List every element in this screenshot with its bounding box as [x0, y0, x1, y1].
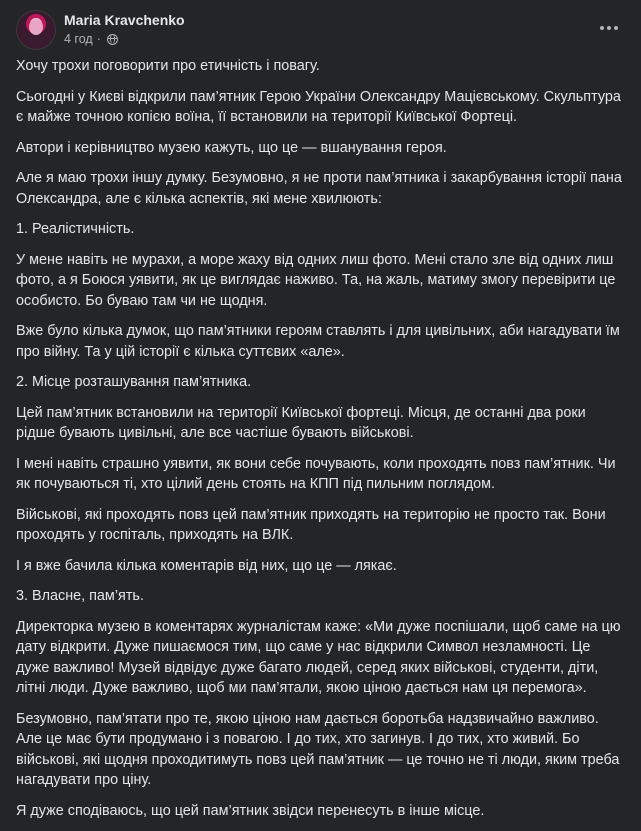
post-text [16, 56, 627, 831]
paragraph: Автори і керівництво музею кажуть, що це — вшанування героя. [16, 139, 447, 156]
paragraph: І мені навіть страшно уявити, як вони себе почувають, коли проходять повз пам’ятник. Чи як почуваються ті, хто цілий день стоять на КПП під пильним поглядом. [16, 455, 616, 492]
paragraph: Цей пам’ятник встановили на території Київської фортеці. Місця, де останні два роки рідше бувають цивільні, але все частіше бувають військові. [16, 404, 586, 441]
paragraph-heading: 3. Власне, пам’ять. [16, 588, 144, 604]
paragraph: Хочу трохи поговорити про етичність і повагу. [16, 58, 320, 74]
paragraph: Я дуже сподіваюсь, що цей пам’ятник звідси перенесуть в інше місце. [16, 802, 485, 819]
paragraph: І я вже бачила кілька коментарів від них, що це — лякає. [16, 557, 397, 574]
globe-icon[interactable] [107, 34, 118, 45]
paragraph-heading: 1. Реалістичність. [16, 221, 135, 237]
more-dot [607, 26, 611, 30]
avatar[interactable] [16, 10, 56, 50]
avatar-face [29, 19, 43, 35]
post-meta [64, 32, 118, 46]
paragraph: У мене навіть не мурахи, а море жаху від одних лиш фото. Мені стало зле від одних лиш фото, а я Боюся уявити, як це виглядає наживо. Та, на жаль, матиму змогу перевірити це особисто. Бо буваю там чи не щодня. [16, 251, 616, 309]
paragraph: Військові, які проходять повз цей пам’ятник приходять на територію не просто так. Вони проходять у госпіталь, приходять на ВЛК. [16, 506, 606, 543]
more-options-icon[interactable] [597, 16, 621, 40]
paragraph-heading: 2. Місце розташування пам’ятника. [16, 374, 252, 390]
post-header [0, 0, 641, 56]
more-dot [600, 26, 604, 30]
more-dot [614, 26, 618, 30]
meta-separator: · [96, 32, 101, 46]
paragraph: Але я маю трохи іншу думку. Безумовно, я не проти пам’ятника і закарбування історії пана Олександра, але є кілька аспектів, які мене хвилюють: [16, 170, 622, 207]
author-name[interactable]: Maria Kravchenko [64, 12, 185, 28]
paragraph: Вже було кілька думок, що пам’ятники героям ставлять і для цивільних, аби нагадувати їм про війну. Та у цій історії є кілька суттєвих «але». [16, 323, 620, 360]
post-time[interactable]: 4 год [64, 32, 93, 46]
paragraph: Безумовно, пам’ятати про те, якою ціною нам дається боротьба надзвичайно важливо. Але це має бути продумано і з повагою. І до тих, хто загинув. І до тих, хто живий. Бо військові, які щодня проходитимуть повз цей пам’ятник — це точно не ті люди, яким треба нагадувати про ціну. [16, 710, 620, 788]
paragraph: Директорка музею в коментарях журналістам каже: «Ми дуже поспішали, щоб саме на цю дату відкрити. Дуже пишаємося тим, що саме у нас відкрили Символ незламності. Це дуже важливо! Музей відвідує дуже багато людей, серед яких військові, студенти, діти, літні люди. Дуже важливо, щоб ми пам’ятали, якою ціною дається нам ця перемога». [16, 618, 621, 696]
paragraph: Сьогодні у Києві відкрили пам’ятник Герою України Олександру Мацієвському. Скульптура є майже точною копією воїна, її встановили на території Київської Фортеці. [16, 88, 621, 125]
